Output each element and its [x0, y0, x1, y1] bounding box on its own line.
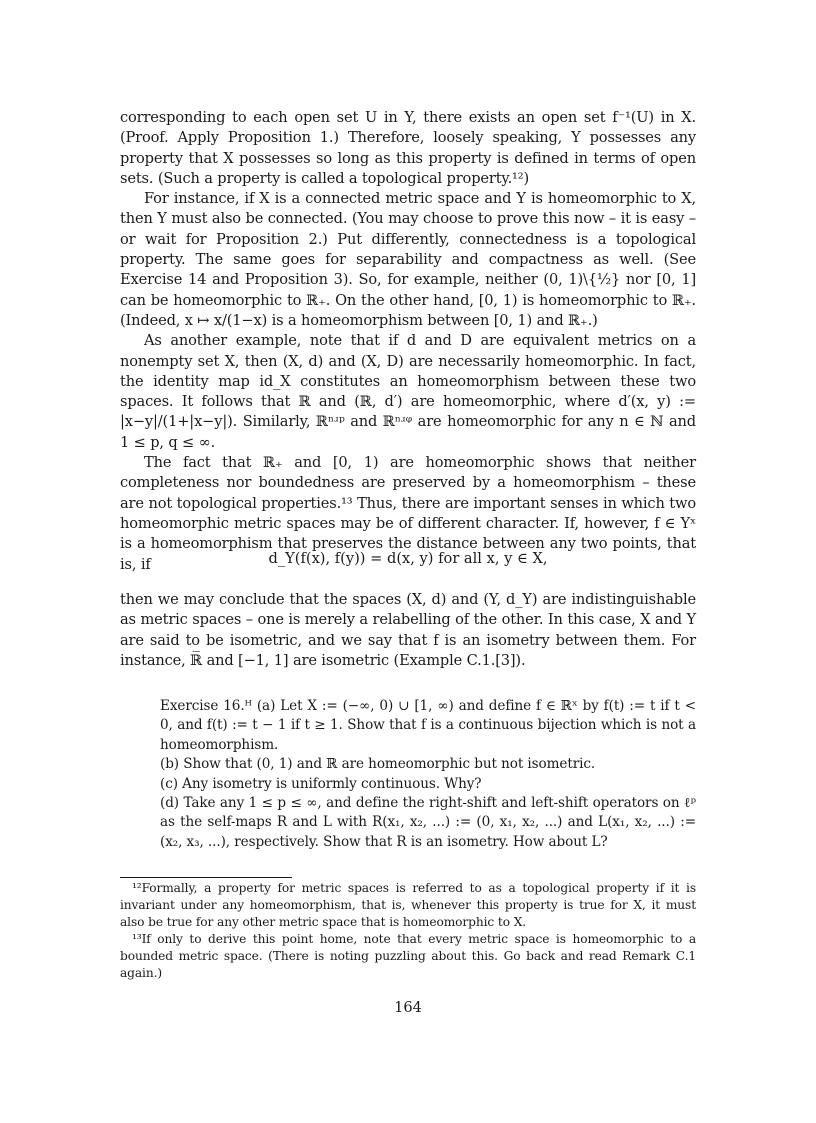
paragraph-1: corresponding to each open set U in Y, there exists an open set f⁻¹(U) in X. (Proof. Apply Proposition 1.) Therefore, loosely speaking, Y possesses any property that X possesses so long as this property is defined in terms of open sets. (Such a property is called a topological property.¹²)	[120, 109, 696, 187]
exercise-part-a: Exercise 16.ᴴ (a) Let X := (−∞, 0) ∪ [1, ∞) and define f ∈ ℝˣ by f(t) := t if t < 0, and f(t) := t − 1 if t ≥ 1. Show that f is a continuous bijection which is not a homeomorphism.	[160, 698, 696, 753]
exercise-part-c: (c) Any isometry is uniformly continuous. Why?	[160, 775, 482, 792]
footnote-rule	[120, 877, 292, 878]
paragraph-4: The fact that ℝ₊ and [0, 1) are homeomorphic shows that neither completeness nor boundedness are preserved by a homeomorphism – these are not topological properties.¹³ Thus, there are important senses in which two homeomorphic metric spaces may be of different character. If, however, f ∈ Yˣ is a homeomorphism that preserves the distance between any two points, that is, if	[120, 454, 696, 573]
display-equation: d_Y(f(x), f(y)) = d(x, y) for all x, y ∈ X,	[268, 550, 548, 567]
footnotes	[120, 880, 696, 982]
body-text-continued	[120, 590, 696, 671]
paragraph-3: As another example, note that if d and D are equivalent metrics on a nonempty set X, then (X, d) and (X, D) are necessarily homeomorphic. In fact, the identity map id_X constitutes an homeomorphism between these two spaces. It follows that ℝ and (ℝ, d′) are homeomorphic, where d′(x, y) := |x−y|/(1+|x−y|). Similarly, ℝⁿʴᵖ and ℝⁿʴᵠ are homeomorphic for any n ∈ ℕ and 1 ≤ p, q ≤ ∞.	[120, 332, 696, 451]
exercise-block	[160, 697, 696, 852]
exercise-part-b: (b) Show that (0, 1) and ℝ are homeomorphic but not isometric.	[160, 756, 596, 773]
paragraph-5: then we may conclude that the spaces (X, d) and (Y, d_Y) are indistinguishable as metric spaces – one is merely a relabelling of the other. In this case, X and Y are said to be isometric, and we say that f is an isometry between them. For instance, ℝ̅ and [−1, 1] are isometric (Example C.1.[3]).	[120, 591, 696, 669]
body-text	[120, 108, 696, 575]
footnote-13: ¹³If only to derive this point home, note that every metric space is homeomorphic to a bounded metric space. (There is noting puzzling about this. Go back and read Remark C.1 again.)	[120, 932, 696, 980]
footnote-12: ¹²Formally, a property for metric spaces is referred to as a topological property if it is invariant under any homeomorphism, that is, whenever this property is true for X, it must also be true for any other metric space that is homeomorphic to X.	[120, 881, 696, 929]
paragraph-2: For instance, if X is a connected metric space and Y is homeomorphic to X, then Y must also be connected. (You may choose to prove this now – it is easy – or wait for Proposition 2.) Put differently, connectedness is a topological property. The same goes for separability and compactness as well. (See Exercise 14 and Proposition 3). So, for example, neither (0, 1)\{½} nor [0, 1] can be homeomorphic to ℝ₊. On the other hand, [0, 1) is homeomorphic to ℝ₊. (Indeed, x ↦ x/(1−x) is a homeomorphism between [0, 1) and ℝ₊.)	[120, 190, 696, 329]
exercise-part-d: (d) Take any 1 ≤ p ≤ ∞, and define the right-shift and left-shift operators on ℓᵖ as the self-maps R and L with R(x₁, x₂, ...) := (0, x₁, x₂, ...) and L(x₁, x₂, ...) := (x₂, x₃, ...), respectively. Show that R is an isometry. How about L?	[160, 795, 696, 850]
page-number: 164	[394, 999, 422, 1016]
